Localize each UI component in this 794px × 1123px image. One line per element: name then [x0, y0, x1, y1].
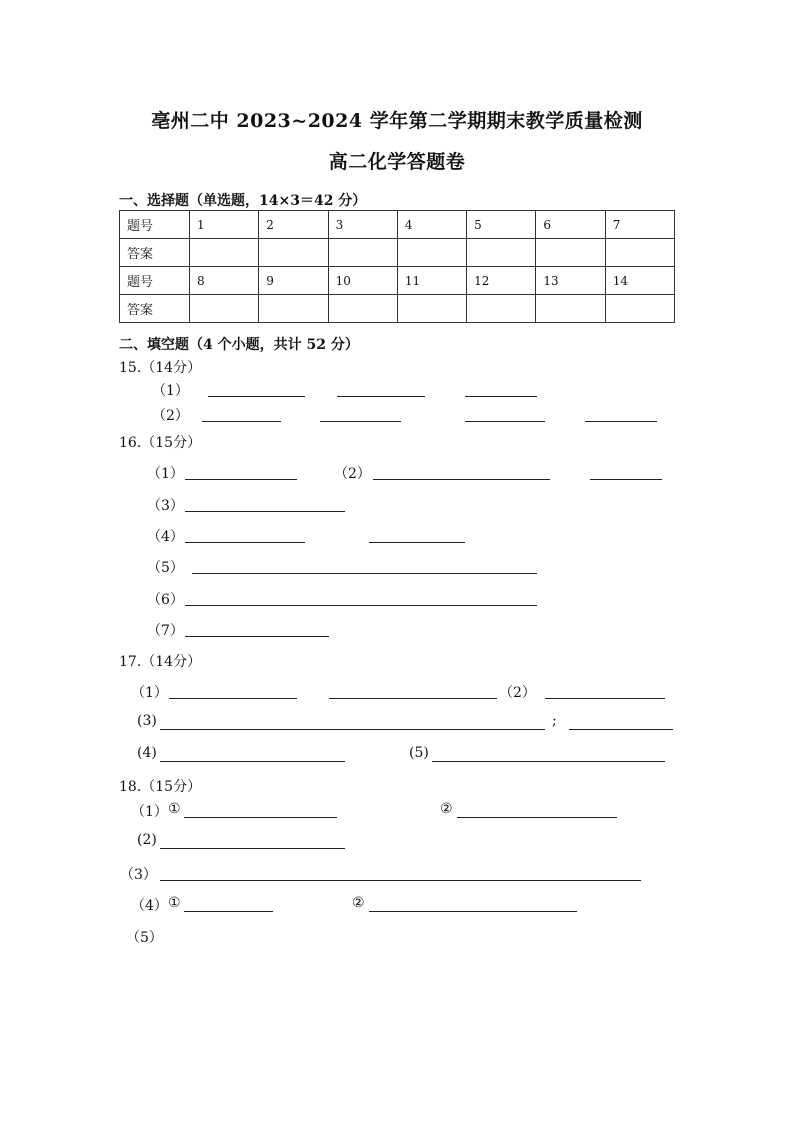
question-number: 1 [190, 211, 259, 239]
answer-cell[interactable] [190, 239, 259, 267]
table-row [120, 267, 675, 295]
answer-blank[interactable] [185, 636, 329, 637]
q18-part-3-label: （3） [120, 867, 157, 883]
answer-blank[interactable] [160, 761, 345, 762]
q18-part-2-label: (2) [137, 832, 157, 848]
answer-blank[interactable] [329, 698, 497, 699]
q17-part-5-label: (5) [409, 745, 429, 761]
q16-part-1-label: （1） [147, 466, 184, 482]
row-label-answer: 答案 [120, 295, 190, 323]
row-label-answer: 答案 [120, 239, 190, 267]
answer-blank[interactable] [202, 421, 281, 422]
q16-part-7-label: （7） [147, 623, 184, 639]
question-number: 9 [259, 267, 328, 295]
table-row [120, 295, 675, 323]
question-number: 4 [397, 211, 466, 239]
answer-cell[interactable] [397, 295, 466, 323]
q17-label: 17.（14分） [119, 654, 202, 670]
answer-cell[interactable] [605, 239, 674, 267]
q16-label: 16.（15分） [119, 435, 202, 451]
q16-part-6-label: （6） [147, 592, 184, 608]
answer-blank[interactable] [457, 817, 617, 818]
answer-blank[interactable] [369, 542, 465, 543]
q18-part-1-sub-2: ② [440, 801, 453, 817]
question-number: 7 [605, 211, 674, 239]
answer-cell[interactable] [259, 295, 328, 323]
answer-blank[interactable] [185, 605, 537, 606]
answer-cell[interactable] [259, 239, 328, 267]
q18-part-4-sub-2: ② [352, 895, 365, 911]
answer-blank[interactable] [160, 729, 545, 730]
q16-part-3-label: （3） [147, 498, 184, 514]
q17-part-1-label: （1） [131, 685, 168, 701]
q16-part-2-label: （2） [334, 466, 371, 482]
question-number: 3 [328, 211, 397, 239]
answer-blank[interactable] [184, 817, 337, 818]
answer-blank[interactable] [184, 911, 273, 912]
answer-blank[interactable] [585, 421, 657, 422]
answer-cell[interactable] [328, 239, 397, 267]
question-number: 2 [259, 211, 328, 239]
q15-part-1-label: （1） [152, 383, 189, 399]
q17-part-4-label: (4) [137, 745, 157, 761]
question-number: 11 [397, 267, 466, 295]
answer-blank[interactable] [369, 911, 577, 912]
answer-cell[interactable] [536, 295, 605, 323]
q18-part-1-label: （1） [131, 804, 168, 820]
row-label-number: 题号 [120, 211, 190, 239]
answer-cell[interactable] [328, 295, 397, 323]
q16-part-4-label: （4） [147, 529, 184, 545]
answer-blank[interactable] [185, 542, 305, 543]
q15-part-2-label: （2） [152, 408, 189, 424]
q17-part-3-label: (3) [137, 713, 157, 729]
answer-blank[interactable] [192, 573, 537, 574]
page-title: 亳州二中 2023~2024 学年第二学期期末教学质量检测 [151, 110, 643, 132]
answer-blank[interactable] [590, 479, 662, 480]
q17-part-2-label: （2） [499, 685, 536, 701]
answer-cell[interactable] [467, 295, 536, 323]
q16-part-5-label: （5） [147, 560, 184, 576]
answer-cell[interactable] [397, 239, 466, 267]
q18-part-5-label: （5） [126, 930, 163, 946]
answer-blank[interactable] [160, 848, 345, 849]
answer-blank[interactable] [465, 396, 537, 397]
section1-heading: 一、选择题（单选题，14×3＝42 分） [119, 193, 367, 209]
q18-label: 18.（15分） [119, 779, 202, 795]
answer-blank[interactable] [337, 396, 425, 397]
answer-blank[interactable] [320, 421, 401, 422]
question-number: 10 [328, 267, 397, 295]
answer-cell[interactable] [467, 239, 536, 267]
question-number: 8 [190, 267, 259, 295]
answer-blank[interactable] [569, 729, 673, 730]
question-number: 14 [605, 267, 674, 295]
answer-blank[interactable] [185, 511, 345, 512]
q18-part-4-label: （4） [131, 898, 168, 914]
answer-cell[interactable] [605, 295, 674, 323]
question-number: 5 [467, 211, 536, 239]
q18-part-4-sub-1: ① [168, 895, 181, 911]
q18-part-1-sub-1: ① [168, 801, 181, 817]
table-row [120, 239, 675, 267]
answer-blank[interactable] [373, 479, 550, 480]
section2-heading: 二、填空题（4 个小题，共计 52 分） [119, 337, 359, 353]
answer-blank[interactable] [160, 880, 641, 881]
answer-blank[interactable] [432, 761, 665, 762]
page-subtitle: 高二化学答题卷 [328, 151, 466, 173]
answer-cell[interactable] [536, 239, 605, 267]
q17-part-3-separator: ; [552, 713, 557, 729]
question-number: 13 [536, 267, 605, 295]
answer-blank[interactable] [545, 698, 665, 699]
table-row [120, 211, 675, 239]
row-label-number: 题号 [120, 267, 190, 295]
question-number: 6 [536, 211, 605, 239]
answer-table [119, 210, 675, 323]
q15-label: 15.（14分） [119, 360, 202, 376]
question-number: 12 [467, 267, 536, 295]
answer-blank[interactable] [465, 421, 545, 422]
answer-blank[interactable] [169, 698, 297, 699]
answer-blank[interactable] [208, 396, 305, 397]
answer-blank[interactable] [185, 479, 297, 480]
answer-cell[interactable] [190, 295, 259, 323]
